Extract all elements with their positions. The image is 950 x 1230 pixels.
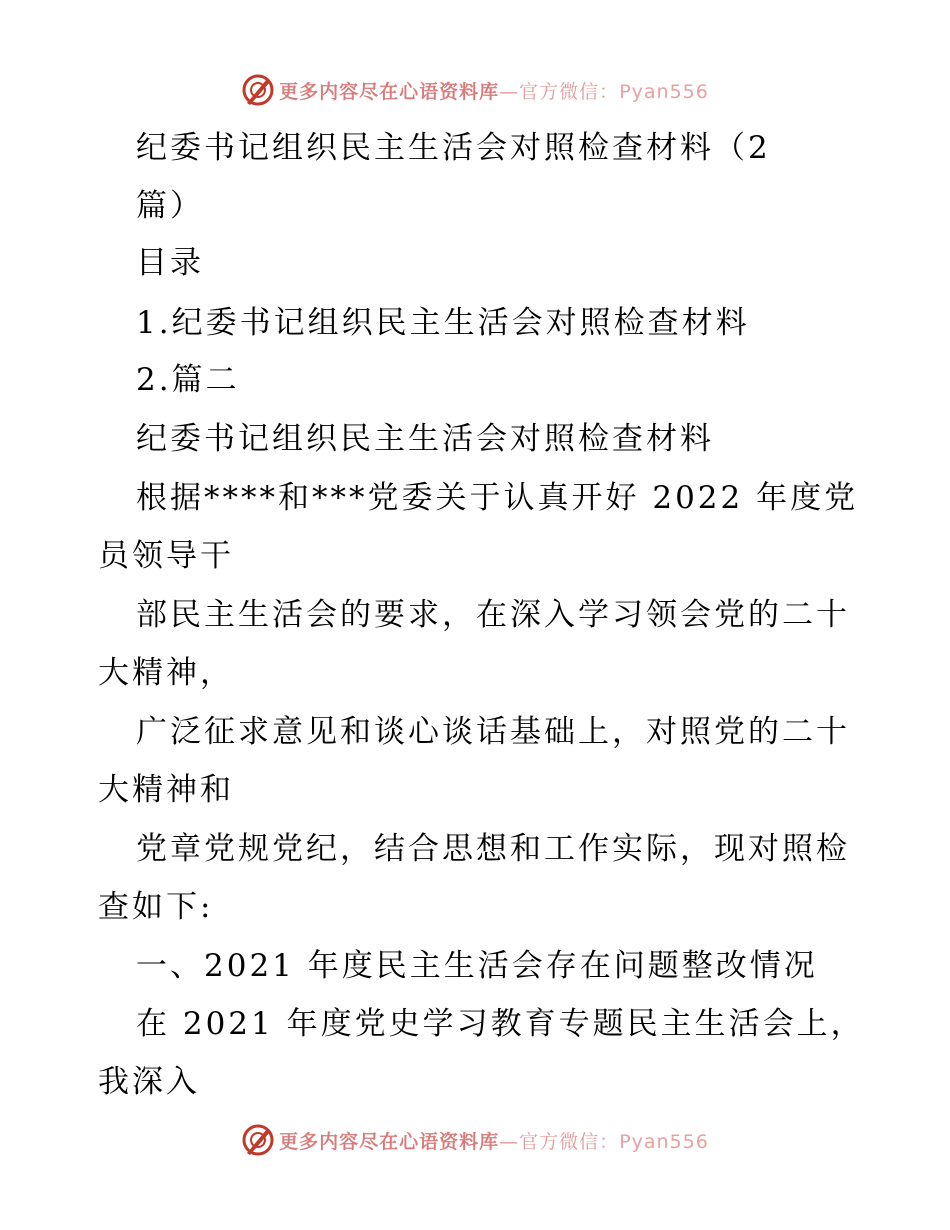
- toc-item-2: 2.篇二: [136, 362, 240, 398]
- paragraph-line: 查如下:: [98, 889, 214, 925]
- paragraph-line: 广泛征求意见和谈心谈话基础上，对照党的二十: [136, 714, 850, 750]
- doc-title-line-1: 纪委书记组织民主生活会对照检查材料（2: [136, 130, 771, 166]
- watermark-official: —官方微信：: [499, 1130, 620, 1153]
- watermark-library: 更多内容尽在心语资料库: [279, 1130, 500, 1153]
- paragraph-line: 根据****和***党委关于认真开好 2022 年度党: [136, 480, 859, 516]
- quill-logo-icon: [241, 73, 275, 107]
- watermark-library: 更多内容尽在心语资料库: [279, 80, 500, 103]
- footer-watermark-banner: [0, 1120, 950, 1160]
- paragraph-line: 部民主生活会的要求，在深入学习领会党的二十: [136, 597, 850, 633]
- watermark-official: —官方微信：: [499, 80, 620, 103]
- watermark-wechat: Pyan556: [619, 80, 709, 103]
- doc-title-line-2: 篇）: [136, 188, 204, 224]
- subsection-heading: 一、2021 年度民主生活会存在问题整改情况: [136, 948, 818, 984]
- paragraph-line: 党章党规党纪，结合思想和工作实际，现对照检: [136, 831, 850, 867]
- header-watermark-banner: [0, 70, 950, 110]
- section-title: 纪委书记组织民主生活会对照检查材料: [136, 421, 714, 457]
- paragraph-line: 员领导干: [98, 538, 234, 574]
- watermark-text: [279, 1127, 709, 1154]
- quill-logo-icon: [241, 1123, 275, 1157]
- toc-heading: 目录: [136, 245, 204, 281]
- paragraph-line: 在 2021 年度党史学习教育专题民主生活会上，: [136, 1006, 865, 1042]
- toc-item-1: 1.纪委书记组织民主生活会对照检查材料: [136, 305, 750, 341]
- paragraph-line: 大精神，: [98, 655, 234, 691]
- paragraph-line: 我深入: [98, 1064, 200, 1100]
- paragraph-line: 大精神和: [98, 772, 234, 808]
- watermark-text: [279, 77, 709, 104]
- watermark-wechat: Pyan556: [619, 1130, 709, 1153]
